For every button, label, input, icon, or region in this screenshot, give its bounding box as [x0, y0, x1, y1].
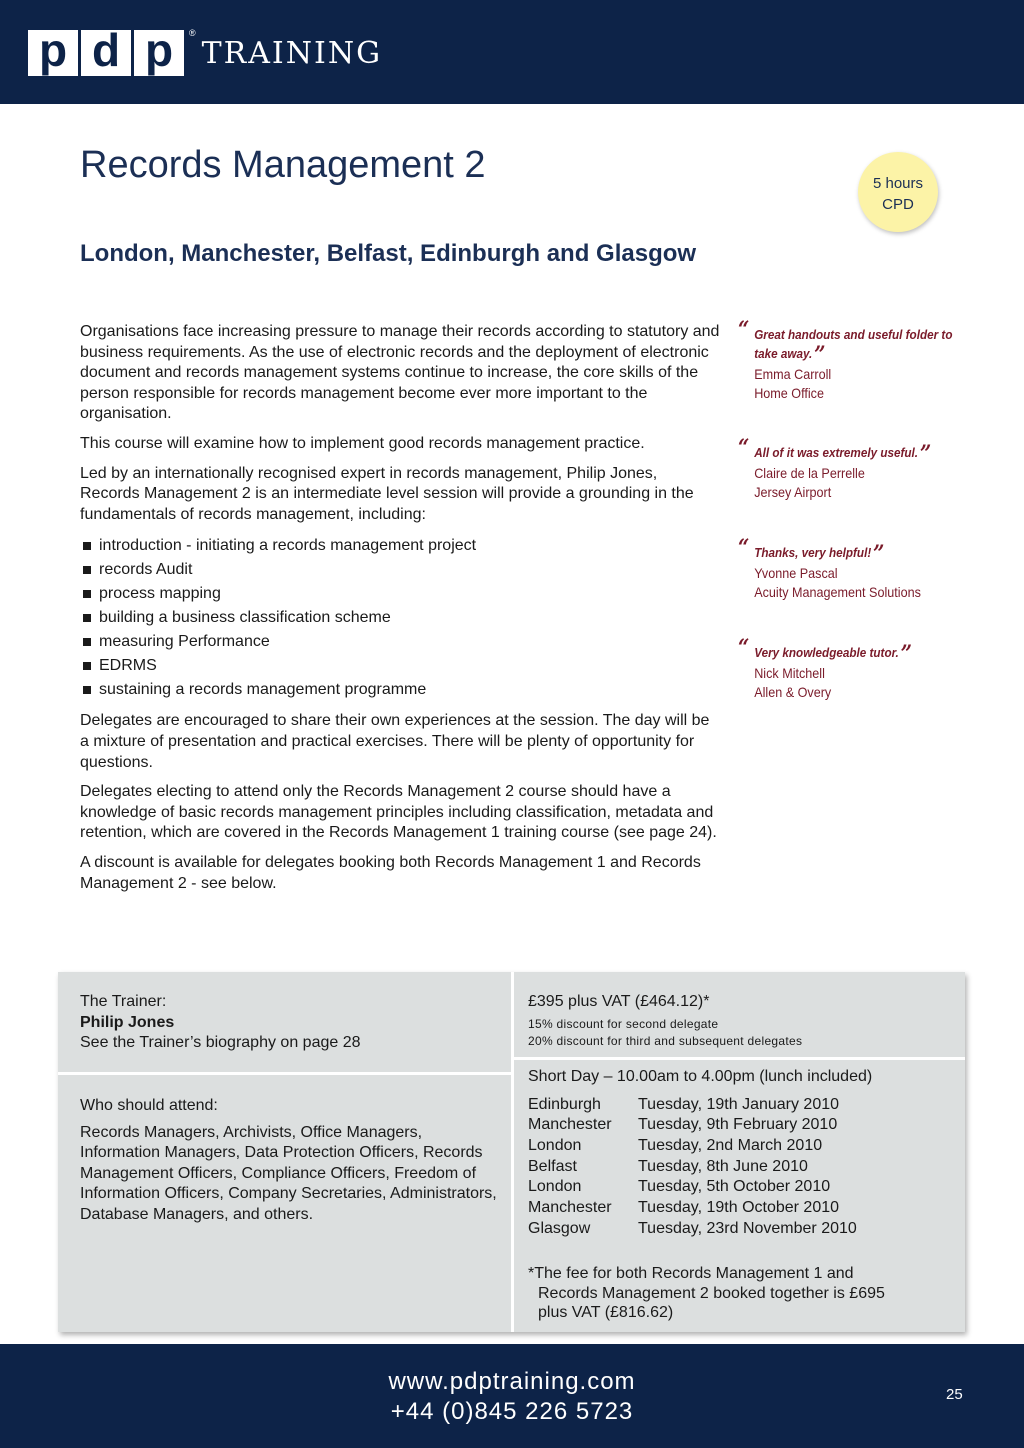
- intro-paragraph: Organisations face increasing pressure to manage their records according to statutory and business requirements. As the use of electronic records and the deployment of electronic document and records management systems continue to increase, the core skills of the person responsible for records management become ever more important to the organisation.: [80, 323, 720, 423]
- testimonial: [738, 535, 978, 602]
- page-title: Records Management 2: [80, 144, 486, 186]
- bullet-square-icon: [83, 614, 91, 622]
- logo-letter-d: d: [81, 30, 131, 76]
- bullet-square-icon: [83, 566, 91, 574]
- pricing-info: [528, 992, 802, 1050]
- logo-letter-p: p: [28, 30, 78, 76]
- list-item: measuring Performance: [80, 630, 720, 654]
- page-footer: [0, 1344, 1024, 1448]
- date-value: Tuesday, 2nd March 2010: [638, 1136, 823, 1154]
- date-value: Tuesday, 8th June 2010: [638, 1157, 808, 1175]
- page-subtitle: London, Manchester, Belfast, Edinburgh and Glasgow: [80, 240, 697, 267]
- panel-divider-left: [58, 1072, 511, 1075]
- testimonial-org: Allen & Overy: [754, 684, 832, 700]
- page-header: [0, 0, 1024, 104]
- audience-label: Who should attend:: [80, 1097, 218, 1114]
- table-row: [528, 1177, 857, 1198]
- date-city: London: [528, 1178, 582, 1196]
- logo-letter-p2: p: [134, 30, 184, 76]
- list-item: records Audit: [80, 558, 720, 582]
- page-number: 25: [946, 1386, 963, 1403]
- date-value: Tuesday, 9th February 2010: [638, 1116, 838, 1134]
- open-quote-icon: “: [738, 317, 750, 343]
- bullet-square-icon: [83, 638, 91, 646]
- testimonial-text: All of it was extremely useful.: [754, 445, 919, 460]
- trainer-bio-ref: See the Trainer’s biography on page 28: [80, 1034, 361, 1051]
- table-row: [528, 1219, 857, 1240]
- bullet-square-icon: [83, 662, 91, 670]
- website-link[interactable]: www.pdptraining.com: [388, 1368, 636, 1395]
- list-item: process mapping: [80, 582, 720, 606]
- prerequisite-paragraph: Delegates electing to attend only the Records Management 2 course should have a knowledge of basic records management principles including classification, metadata and retention, which are covered in the Records Management 1 training course (see page 24).: [80, 783, 717, 842]
- date-city: London: [528, 1136, 582, 1154]
- schedule-info: [528, 1067, 872, 1239]
- cpd-hours: 5 hours: [872, 175, 924, 192]
- registered-mark: ®: [189, 28, 196, 38]
- date-value: Tuesday, 19th January 2010: [638, 1095, 840, 1113]
- date-city: Manchester: [528, 1199, 612, 1217]
- discount-second: 15% discount for second delegate: [528, 1016, 719, 1031]
- bullet-square-icon: [83, 590, 91, 598]
- testimonial: [738, 435, 978, 502]
- logo-wordmark: TRAINING: [201, 36, 383, 71]
- fee-note-line: *The fee for both Records Management 1 and: [528, 1265, 854, 1282]
- pdp-training-logo: [28, 30, 382, 76]
- bullet-square-icon: [83, 686, 91, 694]
- trainer-info: [80, 992, 361, 1054]
- discount-paragraph: A discount is available for delegates booking both Records Management 1 and Records Management 2 - see below.: [80, 853, 701, 892]
- audience-list: Records Managers, Archivists, Office Managers, Information Managers, Data Protection Officers, Records Management Officers, Compliance Officers, Freedom of Information Officers, Company Secretaries, Administrators, Database Managers, and others.: [80, 1123, 497, 1223]
- list-item: introduction - initiating a records management project: [80, 534, 720, 558]
- fee-note-line: Records Management 2 booked together is £695: [538, 1284, 885, 1302]
- topic-list: [80, 534, 720, 702]
- close-quote-icon: ”: [900, 641, 912, 667]
- fee-note-line: plus VAT (£816.62): [538, 1304, 674, 1321]
- testimonial-text: Great handouts and useful folder to take away.: [754, 327, 953, 361]
- bullet-square-icon: [83, 542, 91, 550]
- date-city: Belfast: [528, 1157, 577, 1175]
- combined-fee-note: [528, 1264, 948, 1323]
- course-summary: This course will examine how to implement good records management practice.: [80, 434, 645, 452]
- testimonial-org: Home Office: [754, 385, 824, 401]
- panel-divider-right: [514, 1057, 965, 1060]
- testimonial: [738, 635, 978, 702]
- list-item: EDRMS: [80, 654, 720, 678]
- testimonial-name: Claire de la Perrelle: [754, 465, 865, 481]
- testimonial-org: Jersey Airport: [754, 484, 832, 500]
- trainer-intro: Led by an internationally recognised expert in records management, Philip Jones, Records Management 2 is an intermediate level session will provide a grounding in the fundamentals of records management, including:: [80, 464, 694, 523]
- cpd-badge: [858, 152, 938, 232]
- list-item: building a business classification scheme: [80, 606, 720, 630]
- phone-number: +44 (0)845 226 5723: [390, 1398, 634, 1425]
- discount-third: 20% discount for third and subsequent delegates: [528, 1033, 803, 1048]
- testimonial: [738, 317, 978, 403]
- testimonial-text: Thanks, very helpful!: [754, 545, 872, 560]
- table-row: [528, 1198, 857, 1219]
- testimonial-org: Acuity Management Solutions: [754, 584, 921, 600]
- close-quote-icon: ”: [919, 441, 932, 467]
- testimonial-name: Nick Mitchell: [754, 665, 825, 681]
- close-quote-icon: ”: [814, 342, 826, 368]
- testimonial-name: Yvonne Pascal: [754, 565, 838, 581]
- date-city: Manchester: [528, 1116, 612, 1134]
- price-main: £395 plus VAT (£464.12)*: [528, 993, 710, 1010]
- date-value: Tuesday, 19th October 2010: [638, 1199, 840, 1217]
- delegates-paragraph: Delegates are encouraged to share their own experiences at the session. The day will be a mixture of presentation and practical exercises. There will be plenty of opportunity for questions.: [80, 712, 710, 771]
- schedule-heading: Short Day – 10.00am to 4.00pm (lunch included): [528, 1068, 873, 1085]
- date-value: Tuesday, 5th October 2010: [638, 1178, 831, 1196]
- dates-table: [528, 1095, 857, 1240]
- course-info-panel: [58, 972, 965, 1332]
- list-item: sustaining a records management programme: [80, 678, 720, 702]
- open-quote-icon: “: [738, 535, 750, 561]
- date-city: Glasgow: [528, 1219, 591, 1237]
- testimonial-name: Emma Carroll: [754, 366, 832, 382]
- table-row: [528, 1095, 857, 1116]
- cpd-label: CPD: [882, 196, 914, 213]
- date-city: Edinburgh: [528, 1095, 601, 1113]
- testimonial-text: Very knowledgeable tutor.: [754, 645, 899, 660]
- close-quote-icon: ”: [873, 541, 885, 567]
- table-row: [528, 1157, 857, 1178]
- course-description: [80, 322, 720, 903]
- trainer-label: The Trainer:: [80, 993, 167, 1010]
- open-quote-icon: “: [738, 635, 750, 661]
- panel-divider-vertical: [511, 972, 514, 1332]
- date-value: Tuesday, 23rd November 2010: [638, 1219, 857, 1237]
- audience-info: [80, 1096, 505, 1225]
- table-row: [528, 1136, 857, 1157]
- open-quote-icon: “: [738, 435, 750, 461]
- table-row: [528, 1115, 857, 1136]
- trainer-name: Philip Jones: [80, 1013, 175, 1031]
